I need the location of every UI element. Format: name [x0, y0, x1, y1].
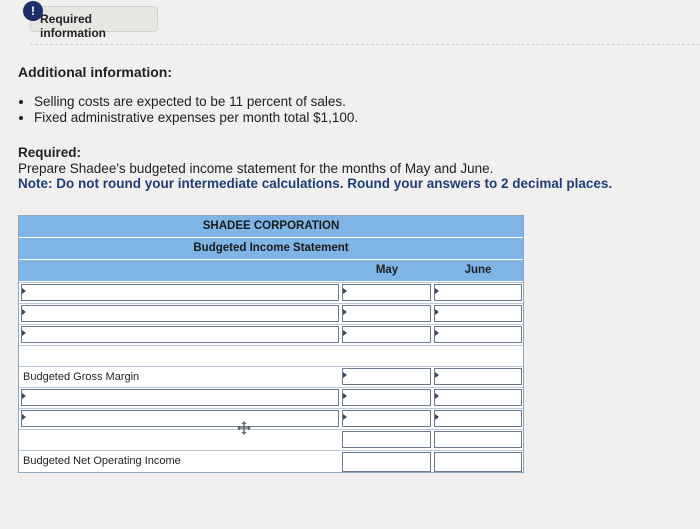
input-marker-icon	[435, 414, 439, 420]
table-row	[19, 387, 523, 408]
input-marker-icon	[435, 330, 439, 336]
statement-title-header	[19, 238, 523, 259]
required-heading: Required:	[18, 145, 82, 160]
june-gross-margin-input[interactable]	[434, 368, 522, 385]
required-information-tab[interactable]	[30, 4, 158, 40]
may-amount-input[interactable]	[342, 284, 431, 301]
june-amount-input[interactable]	[434, 389, 522, 406]
june-amount-input[interactable]	[434, 410, 522, 427]
column-header-row	[19, 260, 523, 281]
column-header-june: June	[464, 264, 492, 276]
input-marker-icon	[435, 393, 439, 399]
table-row	[19, 408, 523, 429]
dropdown-caret-icon	[22, 393, 26, 399]
input-marker-icon	[343, 414, 347, 420]
may-amount-input[interactable]	[342, 326, 431, 343]
input-marker-icon	[435, 372, 439, 378]
table-row	[19, 324, 523, 345]
dropdown-caret-icon	[22, 309, 26, 315]
may-amount-input[interactable]	[342, 410, 431, 427]
input-marker-icon	[343, 330, 347, 336]
column-header-may: May	[375, 264, 399, 276]
input-marker-icon	[435, 288, 439, 294]
input-marker-icon	[343, 288, 347, 294]
may-gross-margin-input[interactable]	[342, 368, 431, 385]
may-amount-input[interactable]	[342, 305, 431, 322]
list-item: • Selling costs are expected to be 11 percent of sales.	[34, 94, 358, 110]
may-amount-input[interactable]	[342, 389, 431, 406]
info-alert-icon: !	[23, 1, 43, 21]
may-amount-input[interactable]	[342, 431, 431, 448]
account-select[interactable]	[21, 284, 339, 301]
required-instruction: Prepare Shadee's budgeted income statement for the months of May and June.	[18, 161, 494, 176]
company-header	[19, 216, 523, 237]
divider	[30, 44, 700, 45]
additional-info-list	[20, 94, 358, 126]
table-row	[19, 282, 523, 303]
gross-margin-label: Budgeted Gross Margin	[23, 371, 140, 383]
table-row	[19, 429, 523, 450]
june-amount-input[interactable]	[434, 431, 522, 448]
list-item: • Fixed administrative expenses per month total $1,100.	[34, 110, 358, 126]
account-select[interactable]	[21, 305, 339, 322]
june-amount-input[interactable]	[434, 284, 522, 301]
may-net-income-input[interactable]	[342, 452, 431, 472]
tab-label: Required information	[40, 12, 106, 40]
rounding-note: Note: Do not round your intermediate calculations. Round your answers to 2 decimal places.	[18, 176, 613, 191]
dropdown-caret-icon	[22, 414, 26, 420]
june-amount-input[interactable]	[434, 326, 522, 343]
table-row	[19, 450, 523, 473]
june-net-income-input[interactable]	[434, 452, 522, 472]
table-row	[19, 345, 523, 366]
move-cursor-icon	[237, 421, 251, 435]
account-select[interactable]	[21, 389, 339, 406]
statement-title: Budgeted Income Statement	[193, 242, 349, 254]
input-marker-icon	[435, 309, 439, 315]
input-marker-icon	[343, 393, 347, 399]
dropdown-caret-icon	[22, 288, 26, 294]
table-row	[19, 303, 523, 324]
net-operating-income-label: Budgeted Net Operating Income	[23, 455, 181, 467]
additional-info-heading: Additional information:	[18, 64, 172, 80]
input-marker-icon	[343, 372, 347, 378]
account-select[interactable]	[21, 326, 339, 343]
june-amount-input[interactable]	[434, 305, 522, 322]
dropdown-caret-icon	[22, 330, 26, 336]
account-select[interactable]	[21, 410, 339, 427]
budgeted-income-statement	[18, 215, 524, 473]
input-marker-icon	[343, 309, 347, 315]
company-name: SHADEE CORPORATION	[202, 220, 340, 232]
table-row	[19, 366, 523, 387]
